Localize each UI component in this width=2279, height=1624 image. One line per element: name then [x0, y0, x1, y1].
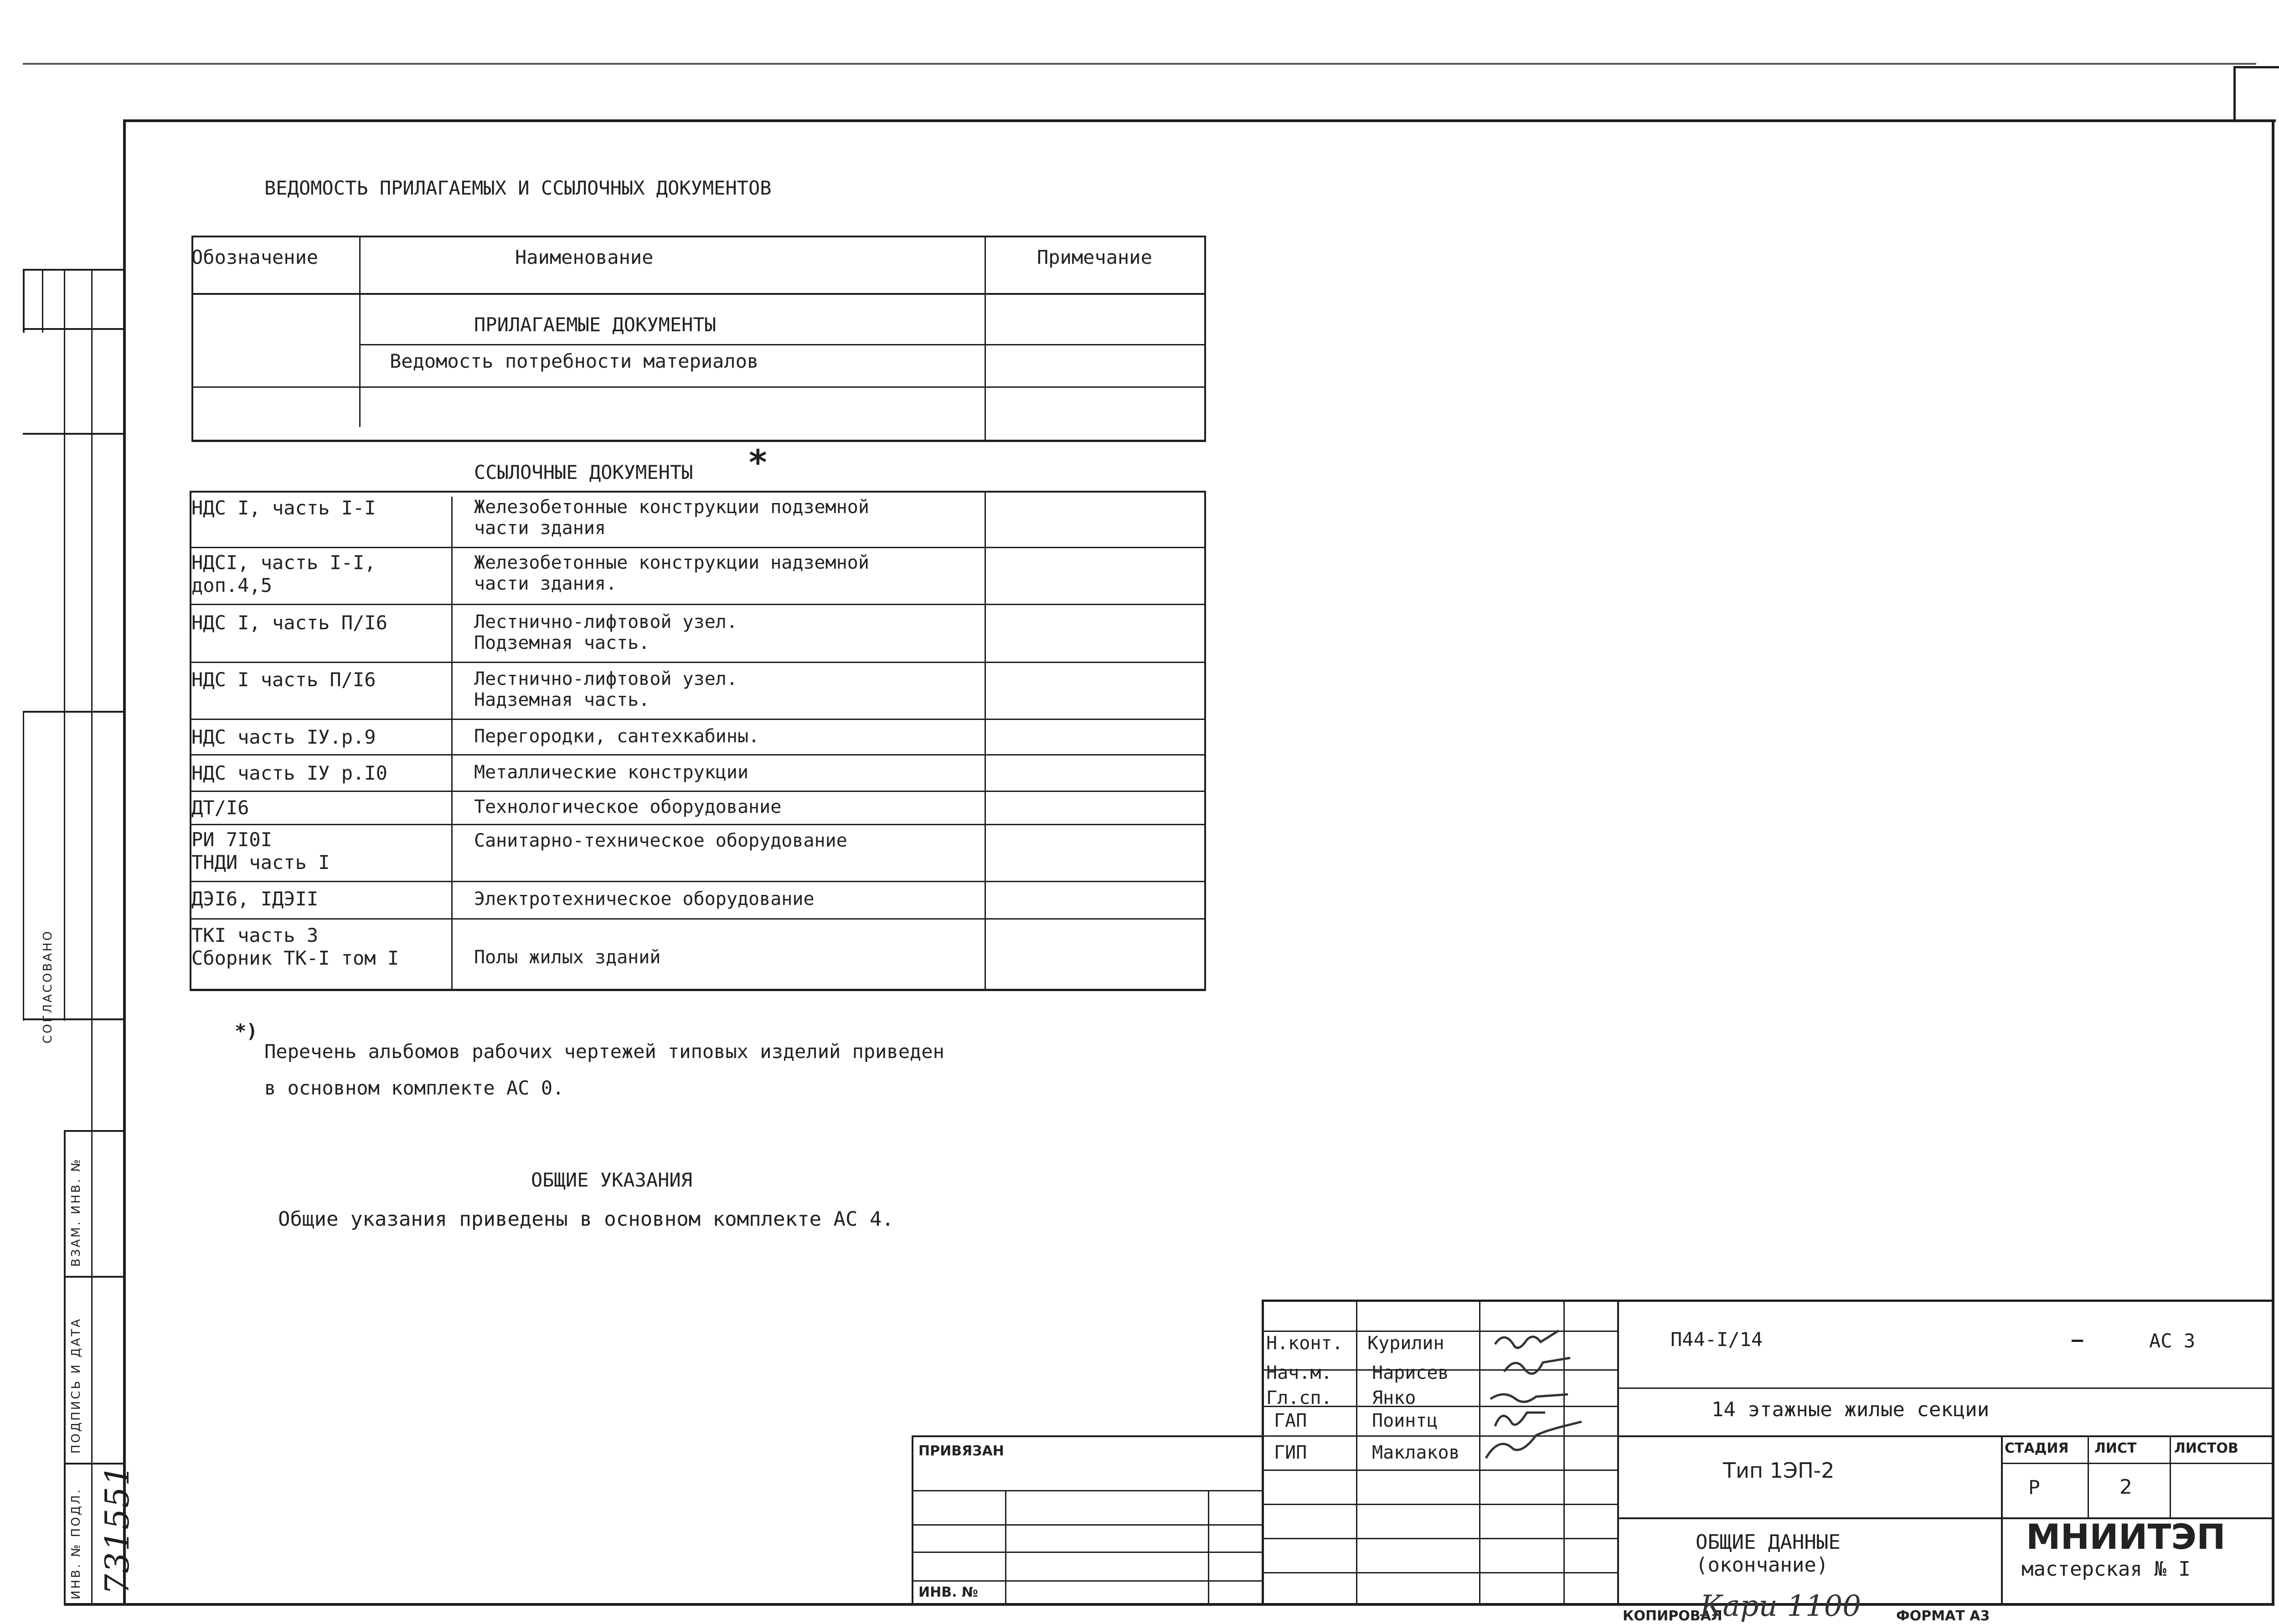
corner-mark-v — [2233, 66, 2236, 121]
organization-name: МНИИТЭП — [2026, 1516, 2226, 1557]
copied-label: КОПИРОВАЛ — [1623, 1608, 1722, 1624]
ref-row-2-designation: НДСI, часть I-I, доп.4,5 — [191, 551, 376, 596]
ref-row-6-name: Металлические конструкции — [474, 762, 749, 783]
ref-row-3-name: Лестнично-лифтовой узел. Подземная часть. — [474, 612, 737, 653]
signer-name-5: Маклаков — [1372, 1442, 1460, 1463]
ref-row-6-designation: НДС часть IУ р.I0 — [191, 762, 387, 784]
inv-no-label: ИНВ. № — [918, 1584, 979, 1600]
sheets-header: ЛИСТОВ — [2174, 1440, 2238, 1456]
signer-name-2: Нарисев — [1372, 1362, 1449, 1383]
privyazan-label: ПРИВЯЗАН — [918, 1443, 1004, 1459]
ref-row-2-name: Железобетонные конструкции надземной части здания. — [474, 552, 869, 594]
signer-role-5: ГИП — [1274, 1442, 1307, 1463]
sheet-code: АС 3 — [2149, 1330, 2196, 1352]
ref-row-8-name: Санитарно-техническое оборудование — [474, 830, 847, 851]
workshop-name: мастерская № I — [2021, 1557, 2191, 1581]
reference-section-title: ССЫЛОЧНЫЕ ДОКУМЕНТЫ — [474, 461, 693, 483]
header-designation: Обозначение — [191, 246, 319, 268]
signer-name-3: Янко — [1372, 1388, 1416, 1408]
signatures-drawing — [1477, 1321, 1604, 1472]
frame-left — [123, 119, 126, 1606]
signer-name-1: Курилин — [1367, 1333, 1444, 1354]
project-name: 14 этажные жилые секции — [1712, 1398, 1990, 1421]
inv-number-handwritten: 731551 — [98, 1464, 136, 1595]
corner-mark-h — [2233, 66, 2279, 68]
building-type: Тип 1ЭП-2 — [1723, 1458, 1835, 1483]
signer-name-4: Поинтц — [1372, 1410, 1438, 1431]
footnote-mark: *) — [235, 1020, 258, 1042]
sheet-title: ВЕДОМОСТЬ ПРИЛАГАЕМЫХ И ССЫЛОЧНЫХ ДОКУМЕНТОВ — [264, 177, 772, 199]
ref-row-4-designation: НДС I часть П/I6 — [191, 668, 376, 691]
signer-role-4: ГАП — [1274, 1410, 1307, 1431]
header-note: Примечание — [1037, 246, 1152, 268]
ref-row-5-name: Перегородки, сантехкабины. — [474, 726, 760, 747]
project-code: П44-I/14 — [1671, 1328, 1763, 1351]
stage-header: СТАДИЯ — [2005, 1440, 2069, 1456]
podpis-data-label: ПОДПИСЬ И ДАТА — [69, 1317, 83, 1454]
section-title: ОБЩИЕ ДАННЫЕ (окончание) — [1696, 1531, 1841, 1577]
ref-row-9-designation: ДЭI6, IДЭII — [191, 888, 319, 910]
frame-bottom — [64, 1603, 2274, 1606]
format-label: ФОРМАТ А3 — [1896, 1608, 1990, 1624]
general-instructions-title: ОБЩИЕ УКАЗАНИЯ — [531, 1169, 693, 1191]
signer-role-2: Нач.м. — [1266, 1362, 1332, 1383]
title-dash: — — [2072, 1328, 2083, 1351]
reference-mark: * — [748, 442, 768, 483]
vzam-inv-label: ВЗАМ. ИНВ. № — [69, 1157, 83, 1267]
signer-role-1: Н.конт. — [1266, 1333, 1343, 1354]
signer-role-3: Гл.сп. — [1266, 1388, 1332, 1408]
ref-row-4-name: Лестнично-лифтовой узел. Надземная часть. — [474, 668, 737, 710]
attached-row-name: Ведомость потребности материалов — [390, 350, 759, 372]
ref-row-1-designation: НДС I, часть I-I — [191, 497, 376, 519]
sheet-value: 2 — [2119, 1475, 2132, 1499]
ref-row-10-name: Полы жилых зданий — [474, 947, 661, 968]
attached-section-title: ПРИЛАГАЕМЫЕ ДОКУМЕНТЫ — [474, 313, 717, 336]
frame-right — [2272, 119, 2274, 1606]
copied-signature: Кари 1100 — [1700, 1589, 1861, 1623]
inv-podl-label: ИНВ. № ПОДЛ. — [69, 1488, 83, 1599]
general-instructions-text: Общие указания приведены в основном комплекте АС 4. — [278, 1208, 894, 1231]
soglasovano-label: СОГЛАСОВАНО — [41, 929, 55, 1043]
header-name: Наименование — [515, 246, 654, 268]
ref-row-3-designation: НДС I, часть П/I6 — [191, 612, 387, 634]
ref-row-7-name: Технологическое оборудование — [474, 797, 782, 817]
ref-row-7-designation: ДТ/I6 — [191, 797, 249, 819]
frame-top — [124, 119, 2276, 122]
ref-row-5-designation: НДС часть IУ.р.9 — [191, 726, 376, 748]
ref-row-8-designation: РИ 7I0I ТНДИ часть I — [191, 828, 330, 874]
top-border-line — [23, 63, 2256, 65]
ref-row-1-name: Железобетонные конструкции подземной части здания — [474, 497, 869, 539]
ref-row-9-name: Электротехническое оборудование — [474, 889, 815, 910]
ref-row-10-designation: ТКI часть 3 Сборник ТК-I том I — [191, 924, 399, 969]
sheet-header: ЛИСТ — [2094, 1440, 2137, 1456]
stage-value: Р — [2028, 1476, 2040, 1499]
footnote-text: Перечень альбомов рабочих чертежей типовых изделий приведен в основном комплекте АС 0. — [264, 1040, 944, 1099]
